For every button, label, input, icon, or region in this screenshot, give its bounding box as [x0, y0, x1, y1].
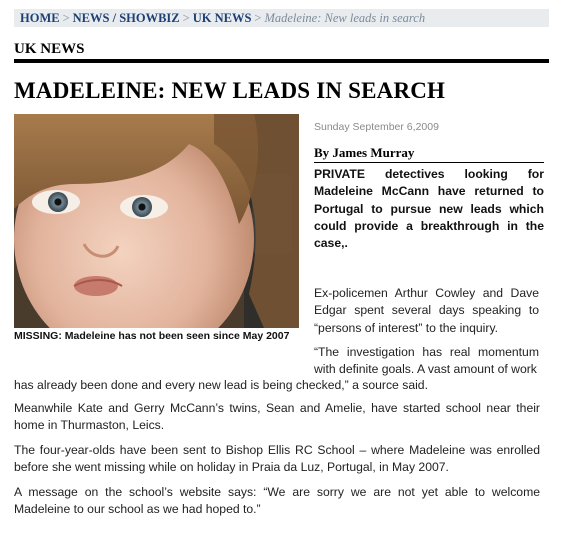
breadcrumb-uk-news-link[interactable]: UK NEWS — [192, 11, 252, 25]
section-divider — [14, 59, 549, 63]
breadcrumb-current-page: Madeleine: New leads in search — [264, 11, 426, 25]
article-paragraph: The four-year-olds have been sent to Bishop Ellis RC School – where Madeleine was enrolled before she went missing while on holiday in Praia da Luz, Portugal, in May 2007. — [14, 443, 540, 475]
article-paragraph: “The investigation has real momentum with definite goals. A vast amount of work — [314, 345, 539, 377]
article-paragraph: A message on the school’s website says: “We are sorry we are not yet able to welcome Madeleine to our school as we had hoped to.” — [14, 485, 540, 517]
section-title: UK NEWS — [14, 41, 85, 57]
breadcrumb-home-link[interactable]: HOME — [20, 11, 60, 25]
article-byline: By James Murray — [314, 145, 544, 163]
breadcrumb-separator: > — [182, 11, 190, 25]
article-headline: MADELEINE: NEW LEADS IN SEARCH — [14, 78, 446, 103]
photo-caption: MISSING: Madeleine has not been seen since May 2007 — [14, 330, 290, 342]
article-paragraph: Ex-policemen Arthur Cowley and Dave Edgar spent several days speaking to “persons of interest” to the inquiry. — [314, 286, 539, 335]
breadcrumb-news-showbiz-link[interactable]: NEWS / SHOWBIZ — [72, 11, 180, 25]
breadcrumb — [14, 9, 549, 27]
breadcrumb-separator: > — [62, 11, 70, 25]
article-paragraph: Meanwhile Kate and Gerry McCann’s twins, Sean and Amelie, have started school near their home in Thurmaston, Leics. — [14, 401, 540, 433]
article-date: Sunday September 6,2009 — [314, 121, 439, 133]
article-paragraph-continued: has already been done and every new lead is being checked,” a source said. — [14, 378, 428, 392]
article-photo — [14, 114, 299, 328]
breadcrumb-separator: > — [254, 11, 262, 25]
article-lede: PRIVATE detectives looking for Madeleine McCann have returned to Portugal to pursue new leads which could provide a breakthrough in the case,. — [314, 167, 544, 251]
